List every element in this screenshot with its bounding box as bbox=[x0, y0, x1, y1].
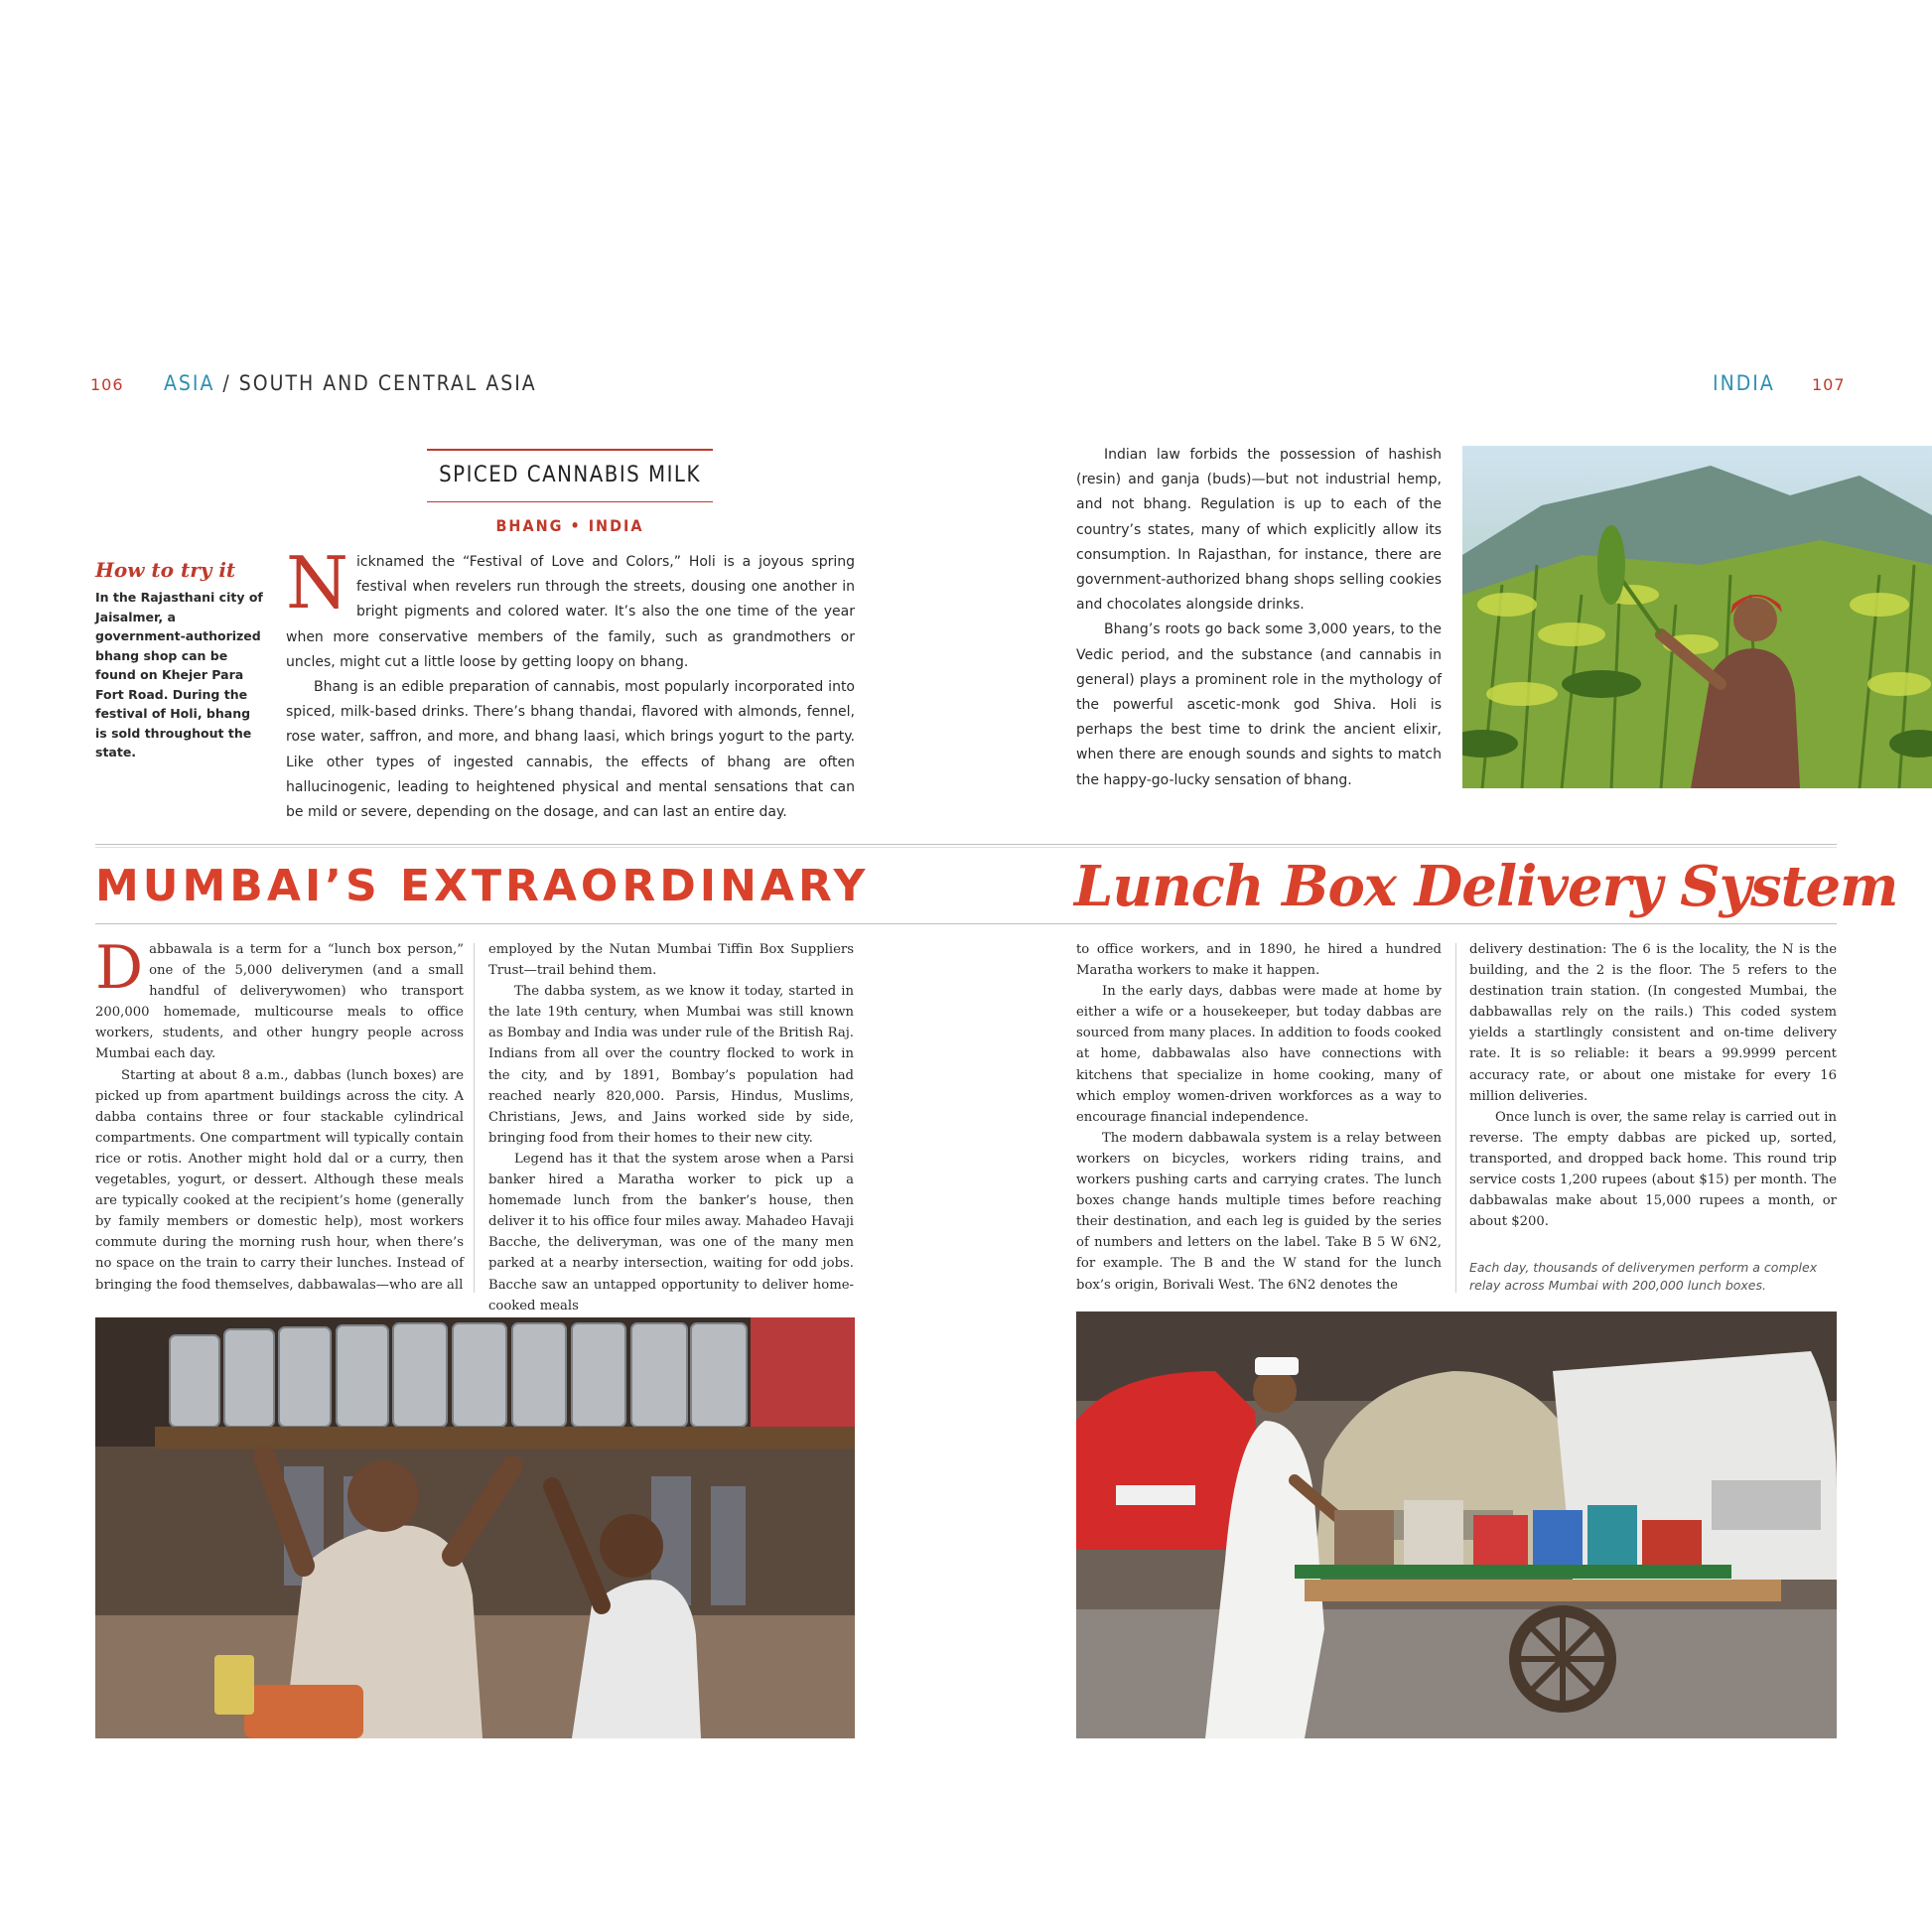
left-running-head bbox=[164, 371, 537, 395]
dabbawala-cart-illustration bbox=[1076, 1311, 1837, 1738]
right-page-number: 107 bbox=[1812, 375, 1846, 394]
feature-paragraph-1: Dabbawala is a term for a “lunch box person,” one of the 5,000 deliverymen (and a small handful of deliverywomen) who transport 200,000 homemade, multicourse meals to office workers, students, and other hungry people across Mumbai each day. bbox=[95, 933, 464, 1062]
recipe-paragraph-2: Bhang is an edible preparation of cannabis, most popularly incorporated into spiced, milk-based drinks. There’s bhang thandai, flavored with almonds, fennel, rose water, saffron, and more, and bhang laasi, which brings yogurt to the party. Like other types of ingested cannabis, the effects of bhang are often hallucinogenic, leading to heightened physical and mental sensations that can be mild or severe, depending on the dosage, and can last an entire day. bbox=[286, 679, 855, 821]
feature-paragraph-6: to office workers, and in 1890, he hired a hundred Maratha workers to make it happen. bbox=[1076, 942, 1442, 979]
cannabis-field-photo bbox=[1462, 446, 1932, 788]
how-to-try-it-body: In the Rajasthani city of Jaisalmer, a government-authorized bhang shop can be found on Khejer Para Fort Road. During the festival of Holi, bhang is sold throughout the state. bbox=[95, 590, 263, 759]
dabbawala-carrying-tiffins-photo bbox=[95, 1317, 855, 1738]
feature-column-4 bbox=[1469, 939, 1837, 1232]
photo-caption: Each day, thousands of deliverymen perform a complex relay across Mumbai with 200,000 lunch boxes. bbox=[1469, 1260, 1818, 1293]
drop-cap-n: N bbox=[286, 541, 348, 624]
feature-paragraph-4: The dabba system, as we know it today, started in the late 19th century, when Mumbai was still known as Bombay and India was under rule of the British Raj. Indians from all over the country flocked to work in the city, and by 1891, Bombay’s population had reached nearly 820,000. Parsis, Hindus, Muslims, Christians, Jews, and Jains worked side by side, bringing food from their homes to their new city. bbox=[488, 984, 854, 1146]
left-page-number: 106 bbox=[90, 375, 124, 394]
feature-paragraph-9: delivery destination: The 6 is the locality, the N is the building, and the 2 is the floor. The 5 refers to the destination train station. (In congested Mumbai, the dabbawallas rely on the rails.) This coded system yields a startlingly consistent and on-time delivery rate. It is so reliable: it bears a 99.9999 percent accuracy rate, or about one mistake for every 16 million deliveries. bbox=[1469, 942, 1837, 1104]
feature-paragraph-3: employed by the Nutan Mumbai Tiffin Box Suppliers Trust—trail behind them. bbox=[488, 942, 854, 979]
dabbawala-pushing-cart-photo bbox=[1076, 1311, 1837, 1738]
dabbawala-carrying-illustration bbox=[95, 1317, 855, 1738]
section-india: INDIA bbox=[1713, 371, 1775, 395]
recipe-title-box bbox=[427, 449, 713, 502]
column-divider-1 bbox=[474, 943, 475, 1293]
feature-paragraph-7: In the early days, dabbas were made at home by either a wife or a housekeeper, but today dabbas are sourced from many places. In addition to foods cooked at home, dabbawalas also have connections with kitchens that specialize in home cooking, many of which employ women-driven workforces as a way to encourage financial independence. bbox=[1076, 984, 1442, 1125]
recipe-paragraph-4: Bhang’s roots go back some 3,000 years, to the Vedic period, and the substance (and cannabis in general) plays a prominent role in the mythology of the powerful ascetic-monk god Shiva. Holi is perhaps the best time to drink the ancient elixir, when there are enough sounds and sights to match the happy-go-lucky sensation of bhang. bbox=[1076, 621, 1442, 788]
feature-rule-bottom bbox=[95, 923, 1837, 924]
column-divider-2 bbox=[1455, 943, 1456, 1293]
feature-paragraph-10: Once lunch is over, the same relay is carried out in reverse. The empty dabbas are picked up, sorted, transported, and dropped back home. This round trip service costs 1,200 rupees (about $15) per month. The dabbawalas make about 15,000 rupees a month, or about $200. bbox=[1469, 1109, 1837, 1230]
drop-cap-d: D bbox=[95, 933, 144, 1003]
section-asia: ASIA bbox=[164, 371, 215, 395]
recipe-subtitle: BHANG • INDIA bbox=[495, 516, 644, 535]
section-south-central-asia: / SOUTH AND CENTRAL ASIA bbox=[214, 371, 537, 395]
feature-headline-right: Lunch Box Delivery System bbox=[1074, 854, 1898, 919]
recipe-body-left bbox=[286, 541, 855, 825]
feature-column-3 bbox=[1076, 939, 1442, 1296]
feature-headline-left: MUMBAI’S EXTRAORDINARY bbox=[95, 861, 870, 911]
recipe-title: SPICED CANNABIS MILK bbox=[439, 463, 701, 487]
how-to-try-it-title: How to try it bbox=[95, 558, 236, 582]
recipe-body-right bbox=[1076, 443, 1442, 793]
feature-paragraph-8: The modern dabbawala system is a relay between workers on bicycles, workers riding trains, and workers pushing carts and carrying crates. The lunch boxes change hands multiple times before reaching their destination, and each leg is guided by the series of numbers and letters on the label. Take B 5 W 6N2, for example. The B and the W stand for the lunch box’s origin, Borivali West. The 6N2 denotes the bbox=[1076, 1130, 1442, 1293]
feature-paragraph-2: Starting at about 8 a.m., dabbas (lunch boxes) are picked up from apartment buildings across the city. A dabba contains three or four stackable cylindrical compartments. One compartment will typically contain rice or rotis. Another might hold dal or a curry, then vegetables, yogurt, or dessert. Although these meals are typically cooked at the recipient’s home (generally by family members or domestic help), most workers commute during the morning rush hour, when there’s no space on the train to carry their lunches. Instead of bringing the food themselves, dabbawalas—who are all bbox=[95, 1067, 464, 1293]
feature-column-1 bbox=[95, 933, 464, 1296]
feature-rule-top bbox=[95, 844, 1837, 848]
recipe-paragraph-3: Indian law forbids the possession of hashish (resin) and ganja (buds)—but not industrial hemp, and not bhang. Regulation is up to each of the country’s states, many of which explicitly allow its consumption. In Rajasthan, for instance, there are government-authorized bhang shops selling cookies and chocolates alongside drinks. bbox=[1076, 447, 1442, 614]
right-running-head bbox=[1713, 371, 1775, 395]
recipe-paragraph-1: Nicknamed the “Festival of Love and Colors,” Holi is a joyous spring festival when revelers run through the streets, dousing one another in bright pigments and colored water. It’s also the one time of the year when more conservative members of the family, such as grandmothers or uncles, might cut a little loose by getting loopy on bhang. bbox=[286, 541, 855, 670]
cannabis-field-illustration bbox=[1462, 446, 1932, 788]
feature-column-2 bbox=[488, 939, 854, 1316]
feature-paragraph-5: Legend has it that the system arose when a Parsi banker hired a Maratha worker to pick up a homemade lunch from the banker’s house, then deliver it to his office four miles away. Mahadeo Havaji Bacche, the deliveryman, was one of the many men parked at a nearby intersection, waiting for odd jobs. Bacche saw an untapped opportunity to deliver home-cooked meals bbox=[488, 1151, 854, 1313]
